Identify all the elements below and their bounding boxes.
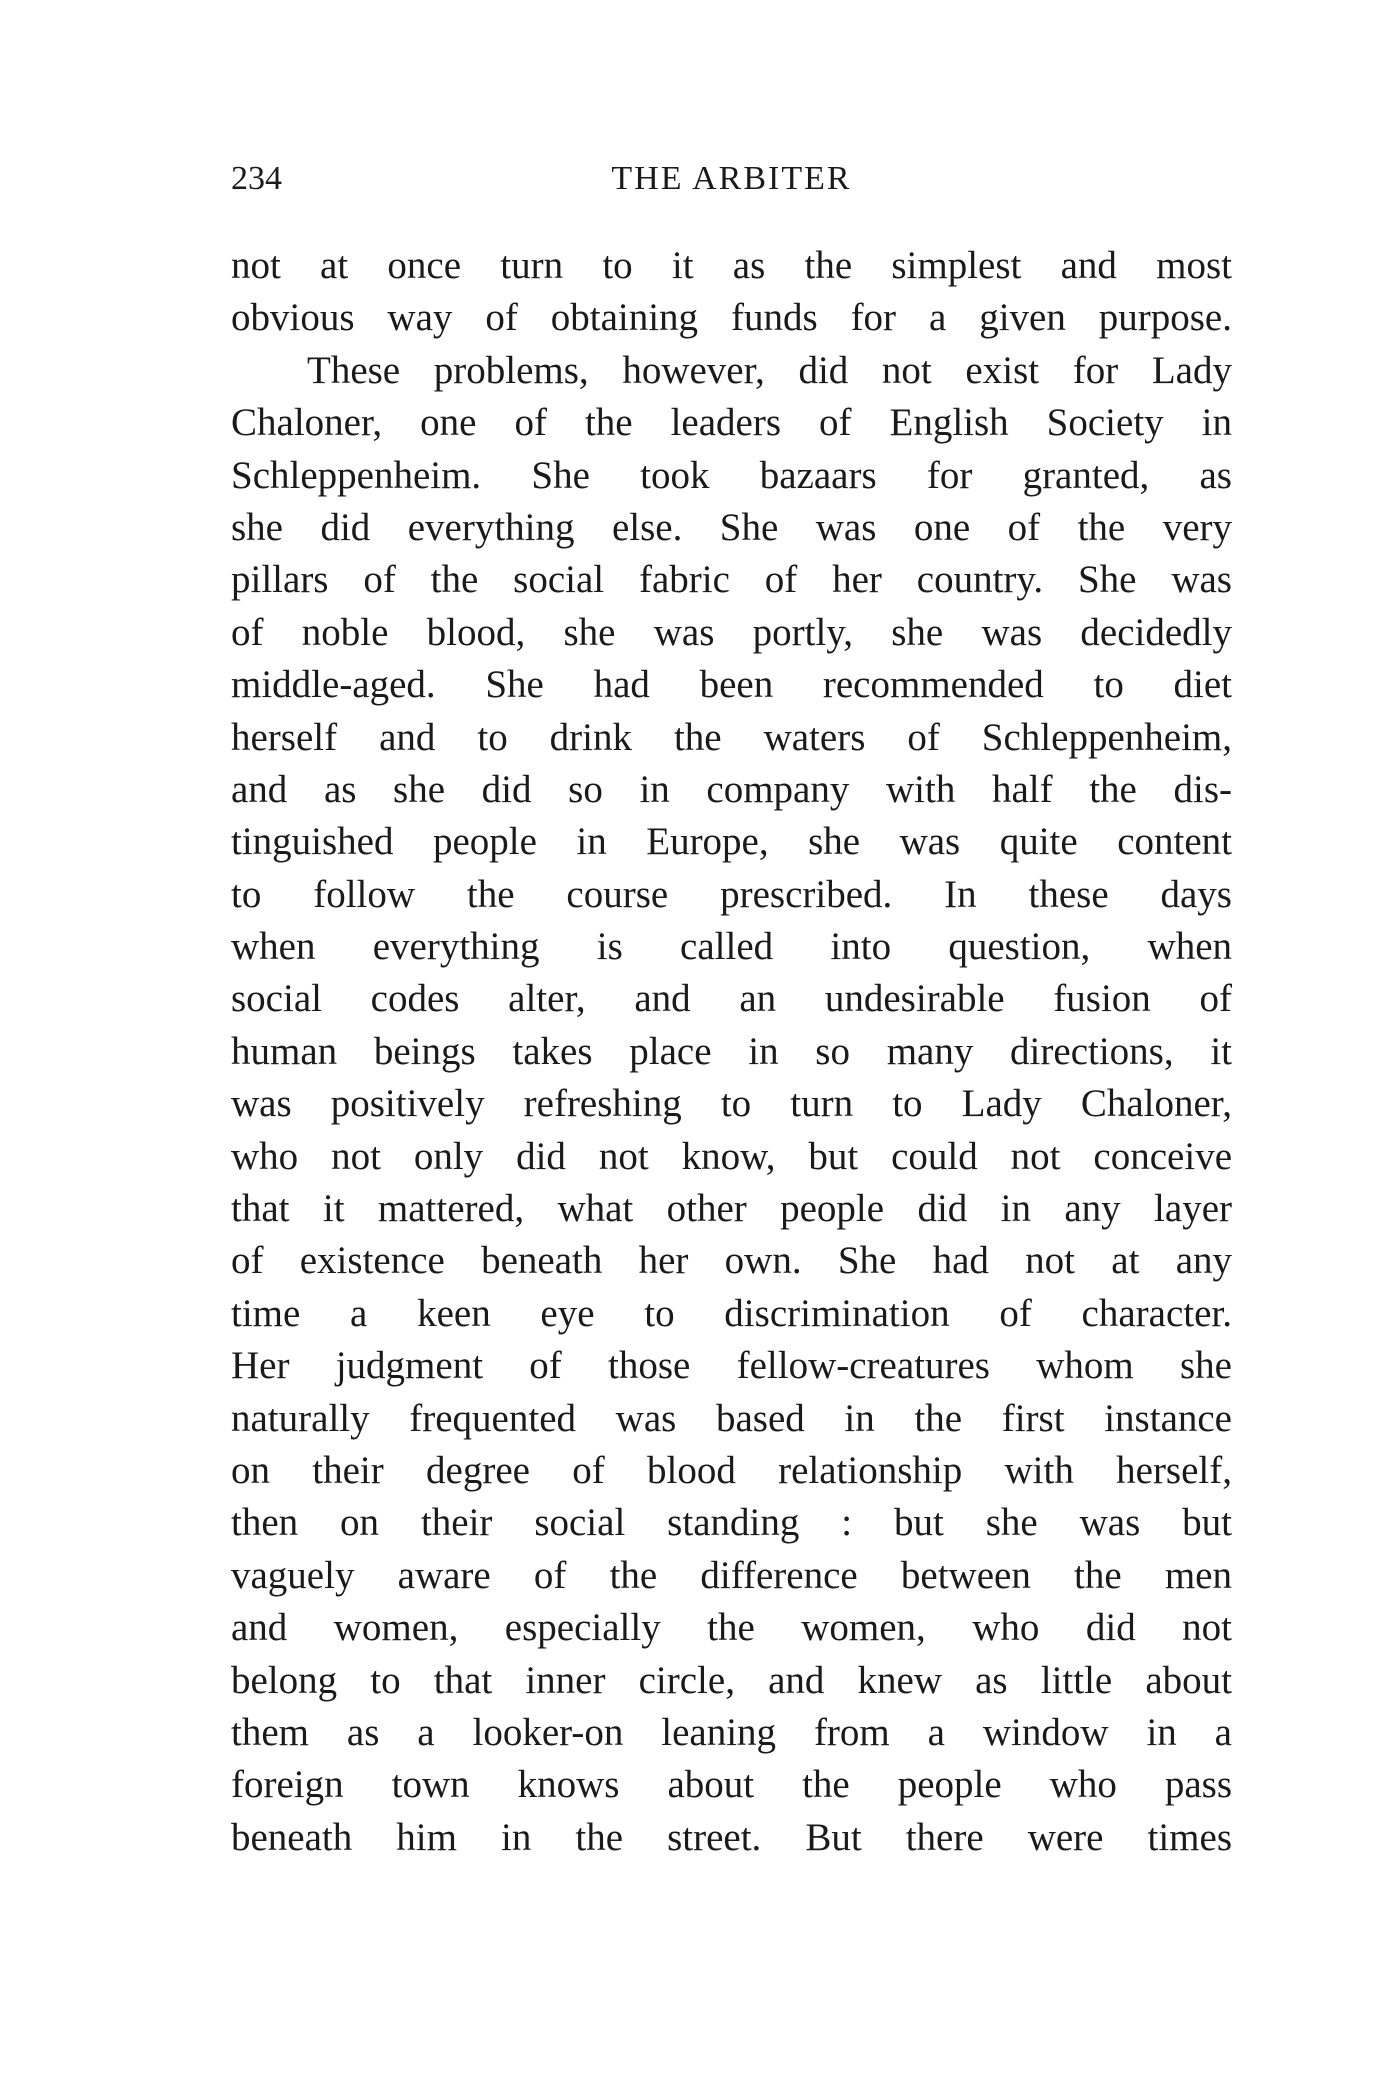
text-line: foreign town knows about the people who pass: [231, 1763, 1232, 1807]
page-number: 234: [231, 160, 282, 197]
running-head: THE ARBITER: [611, 160, 852, 197]
text-line: Chaloner, one of the leaders of English Society in: [231, 401, 1232, 445]
text-line: beneath him in the street. But there were times: [231, 1815, 1232, 1859]
text-line: belong to that inner circle, and knew as little about: [231, 1658, 1232, 1702]
text-line: of noble blood, she was portly, she was decidedly: [231, 610, 1232, 654]
text-line: not at once turn to it as the simplest and most: [231, 244, 1232, 287]
text-line: when everything is called into question, when: [231, 925, 1232, 969]
text-line: herself and to drink the waters of Schleppenheim,: [231, 715, 1232, 759]
text-line: then on their social standing : but she was but: [231, 1501, 1232, 1545]
text-line: was positively refreshing to turn to Lady Chaloner,: [231, 1082, 1232, 1126]
text-line: obvious way of obtaining funds for a given purpose.: [231, 296, 1232, 340]
text-line: Her judgment of those fellow-creatures whom she: [231, 1344, 1232, 1388]
text-line: and women, especially the women, who did not: [231, 1606, 1232, 1650]
text-line: to follow the course prescribed. In these days: [231, 872, 1232, 916]
text-line: middle-aged. She had been recommended to diet: [231, 663, 1232, 707]
text-line: that it mattered, what other people did in any layer: [231, 1187, 1232, 1231]
text-line: she did everything else. She was one of the very: [231, 505, 1232, 549]
text-line: who not only did not know, but could not conceive: [231, 1134, 1232, 1178]
text-line: social codes alter, and an undesirable fusion of: [231, 977, 1232, 1021]
text-line: naturally frequented was based in the first instance: [231, 1396, 1232, 1440]
text-line: of existence beneath her own. She had not at any: [231, 1239, 1232, 1283]
text-line: pillars of the social fabric of her country. She was: [231, 558, 1232, 602]
body-text: [231, 240, 1232, 1864]
text-line: and as she did so in company with half the dis-: [231, 767, 1232, 811]
text-line: These problems, however, did not exist for Lady: [307, 348, 1232, 392]
text-line: on their degree of blood relationship with herself,: [231, 1448, 1232, 1492]
text-line: time a keen eye to discrimination of character.: [231, 1291, 1232, 1335]
text-line: Schleppenheim. She took bazaars for granted, as: [231, 453, 1232, 497]
text-line: them as a looker-on leaning from a window in a: [231, 1710, 1232, 1754]
text-line: vaguely aware of the difference between the men: [231, 1553, 1232, 1597]
text-line: human beings takes place in so many directions, it: [231, 1029, 1232, 1073]
page-header: [231, 160, 1232, 210]
text-line: tinguished people in Europe, she was quite content: [231, 820, 1232, 864]
